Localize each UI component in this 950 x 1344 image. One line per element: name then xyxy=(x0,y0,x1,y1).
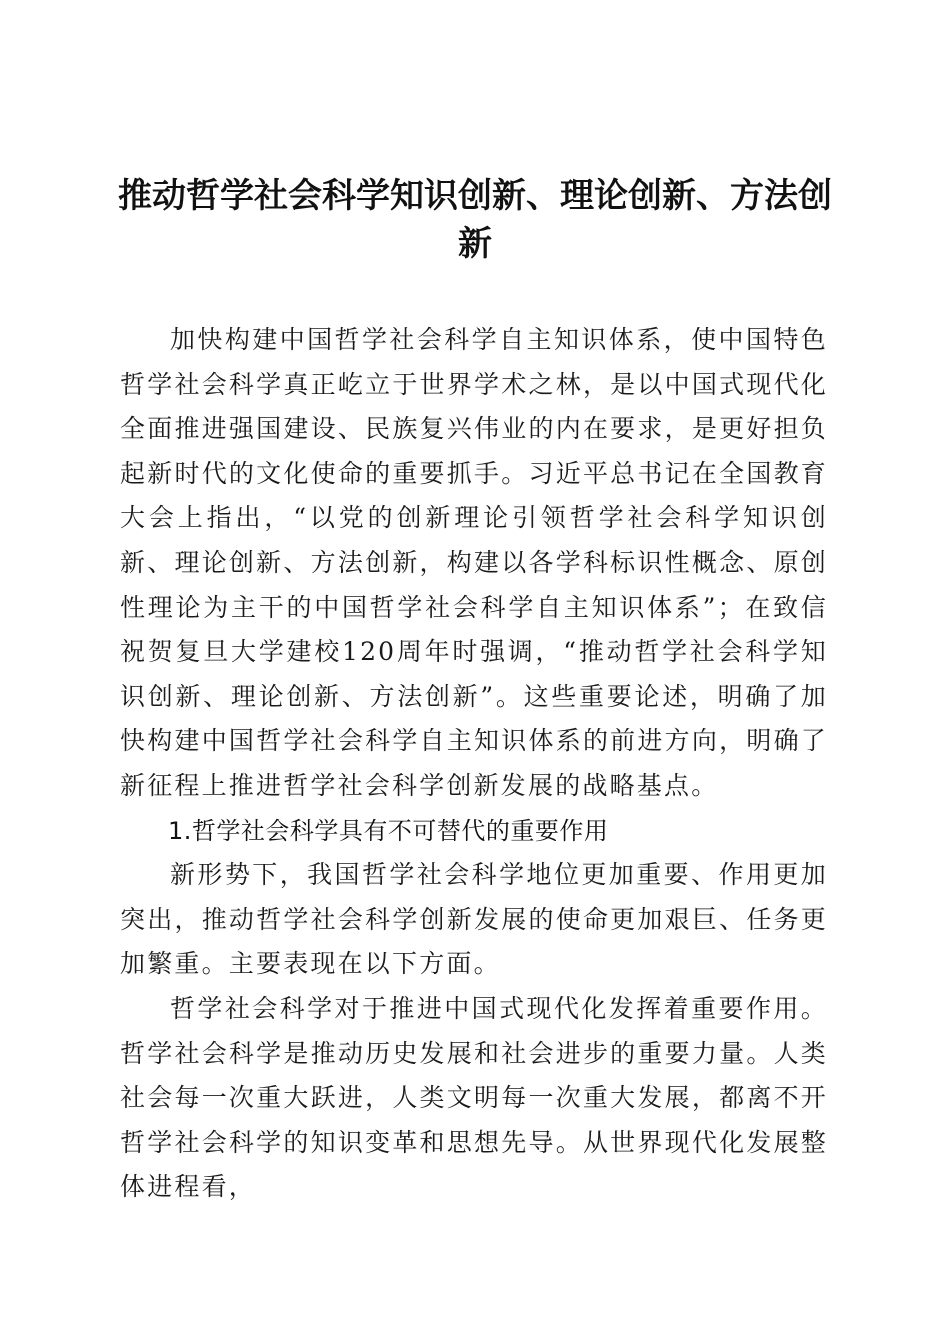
paragraph-role: 哲学社会科学对于推进中国式现代化发挥着重要作用。哲学社会科学是推动历史发展和社会进步的重要力量。人类社会每一次重大跃进，人类文明每一次重大发展，都离不开哲学社会科学的知识变革和思想先导。从世界现代化发展整体进程看， xyxy=(120,993,828,1202)
paragraph-situation: 新形势下，我国哲学社会科学地位更加重要、作用更加突出，推动哲学社会科学创新发展的使命更加艰巨、任务更加繁重。主要表现在以下方面。 xyxy=(120,860,828,979)
document-title: 推动哲学社会科学知识创新、理论创新、方法创新 xyxy=(118,176,832,264)
document-body xyxy=(120,318,828,1210)
section-heading: 1.哲学社会科学具有不可替代的重要作用 xyxy=(168,816,609,845)
paragraph-intro: 加快构建中国哲学社会科学自主知识体系，使中国特色哲学社会科学真正屹立于世界学术之林，是以中国式现代化全面推进强国建设、民族复兴伟业的内在要求，是更好担负起新时代的文化使命的重要抓手。习近平总书记在全国教育大会上指出，“以党的创新理论引领哲学社会科学知识创新、理论创新、方法创新，构建以各学科标识性概念、原创性理论为主干的中国哲学社会科学自主知识体系”；在致信祝贺复旦大学建校120周年时强调，“推动哲学社会科学知识创新、理论创新、方法创新”。这些重要论述，明确了加快构建中国哲学社会科学自主知识体系的前进方向，明确了新征程上推进哲学社会科学创新发展的战略基点。 xyxy=(120,325,828,800)
